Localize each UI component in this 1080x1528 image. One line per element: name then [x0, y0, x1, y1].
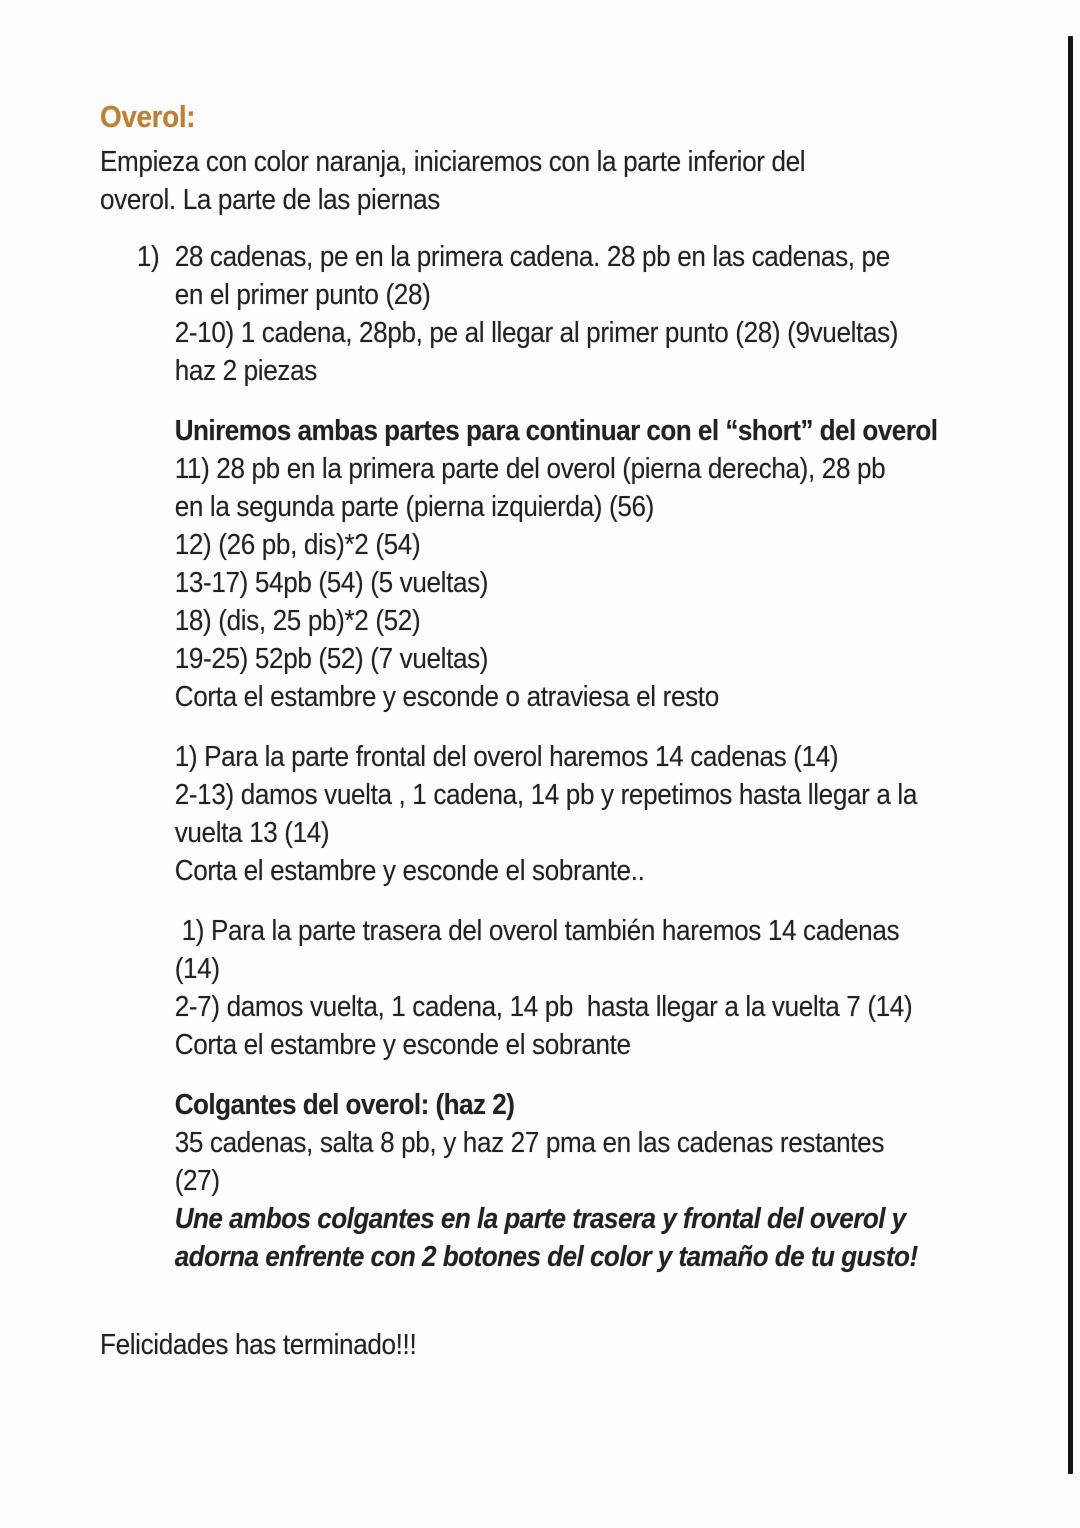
list-marker: 1) — [136, 241, 160, 273]
text-line: 1) Para la parte frontal del overol haremos 14 cadenas (14) — [174, 741, 839, 773]
text-line: (27) — [174, 1165, 220, 1197]
text-line: 18) (dis, 25 pb)*2 (52) — [174, 605, 421, 637]
straps-section — [175, 1086, 1000, 1276]
text-line: 1) Para la parte trasera del overol también haremos 14 cadenas — [174, 915, 900, 947]
text-line: 35 cadenas, salta 8 pb, y haz 27 pma en las cadenas restantes — [174, 1127, 885, 1159]
text-line: 28 cadenas, pe en la primera cadena. 28 pb en las cadenas, pe — [174, 241, 890, 273]
text-line: Corta el estambre y esconde el sobrante — [174, 1029, 631, 1061]
assembly-note-line: Une ambos colgantes en la parte trasera y frontal del overol y — [174, 1203, 906, 1235]
text-line: en la segunda parte (pierna izquierda) (56) — [174, 491, 654, 523]
scan-edge-line — [1068, 36, 1073, 1474]
text-line: 2-10) 1 cadena, 28pb, pe al llegar al primer punto (28) (9vueltas) — [174, 317, 899, 349]
page-title: Overol: — [100, 99, 196, 134]
section-heading: Colgantes del overol: (haz 2) — [174, 1089, 515, 1121]
section-heading: Uniremos ambas partes para continuar con el “short” del overol — [174, 415, 938, 447]
text-line: 2-7) damos vuelta, 1 cadena, 14 pb hasta llegar a la vuelta 7 (14) — [174, 991, 913, 1023]
text-line: vuelta 13 (14) — [174, 817, 330, 849]
text-line: en el primer punto (28) — [174, 279, 431, 311]
text-line: 12) (26 pb, dis)*2 (54) — [174, 529, 421, 561]
closing-text: Felicidades has terminado!!! — [100, 1329, 417, 1361]
page-content — [100, 96, 1000, 1364]
text-line: (14) — [174, 953, 220, 985]
legs-section — [136, 238, 1000, 390]
intro-paragraph — [100, 143, 1000, 219]
text-line: Corta el estambre y esconde el sobrante.. — [174, 855, 645, 887]
back-panel-section — [175, 912, 1000, 1064]
closing-paragraph — [100, 1326, 1000, 1364]
assembly-note-line: adorna enfrente con 2 botones del color y tamaño de tu gusto! — [174, 1241, 918, 1273]
text-line: Corta el estambre y esconde o atraviesa el resto — [174, 681, 719, 713]
text-line: haz 2 piezas — [174, 355, 317, 387]
text-line: Empieza con color naranja, iniciaremos con la parte inferior del — [100, 146, 806, 178]
text-line: overol. La parte de las piernas — [100, 184, 440, 216]
text-line: 13-17) 54pb (54) (5 vueltas) — [174, 567, 489, 599]
front-panel-section — [175, 738, 1000, 890]
shorts-section — [175, 412, 1000, 716]
text-line: 11) 28 pb en la primera parte del overol (pierna derecha), 28 pb — [174, 453, 886, 485]
text-line: 19-25) 52pb (52) (7 vueltas) — [174, 643, 489, 675]
text-line: 2-13) damos vuelta , 1 cadena, 14 pb y repetimos hasta llegar a la — [174, 779, 918, 811]
